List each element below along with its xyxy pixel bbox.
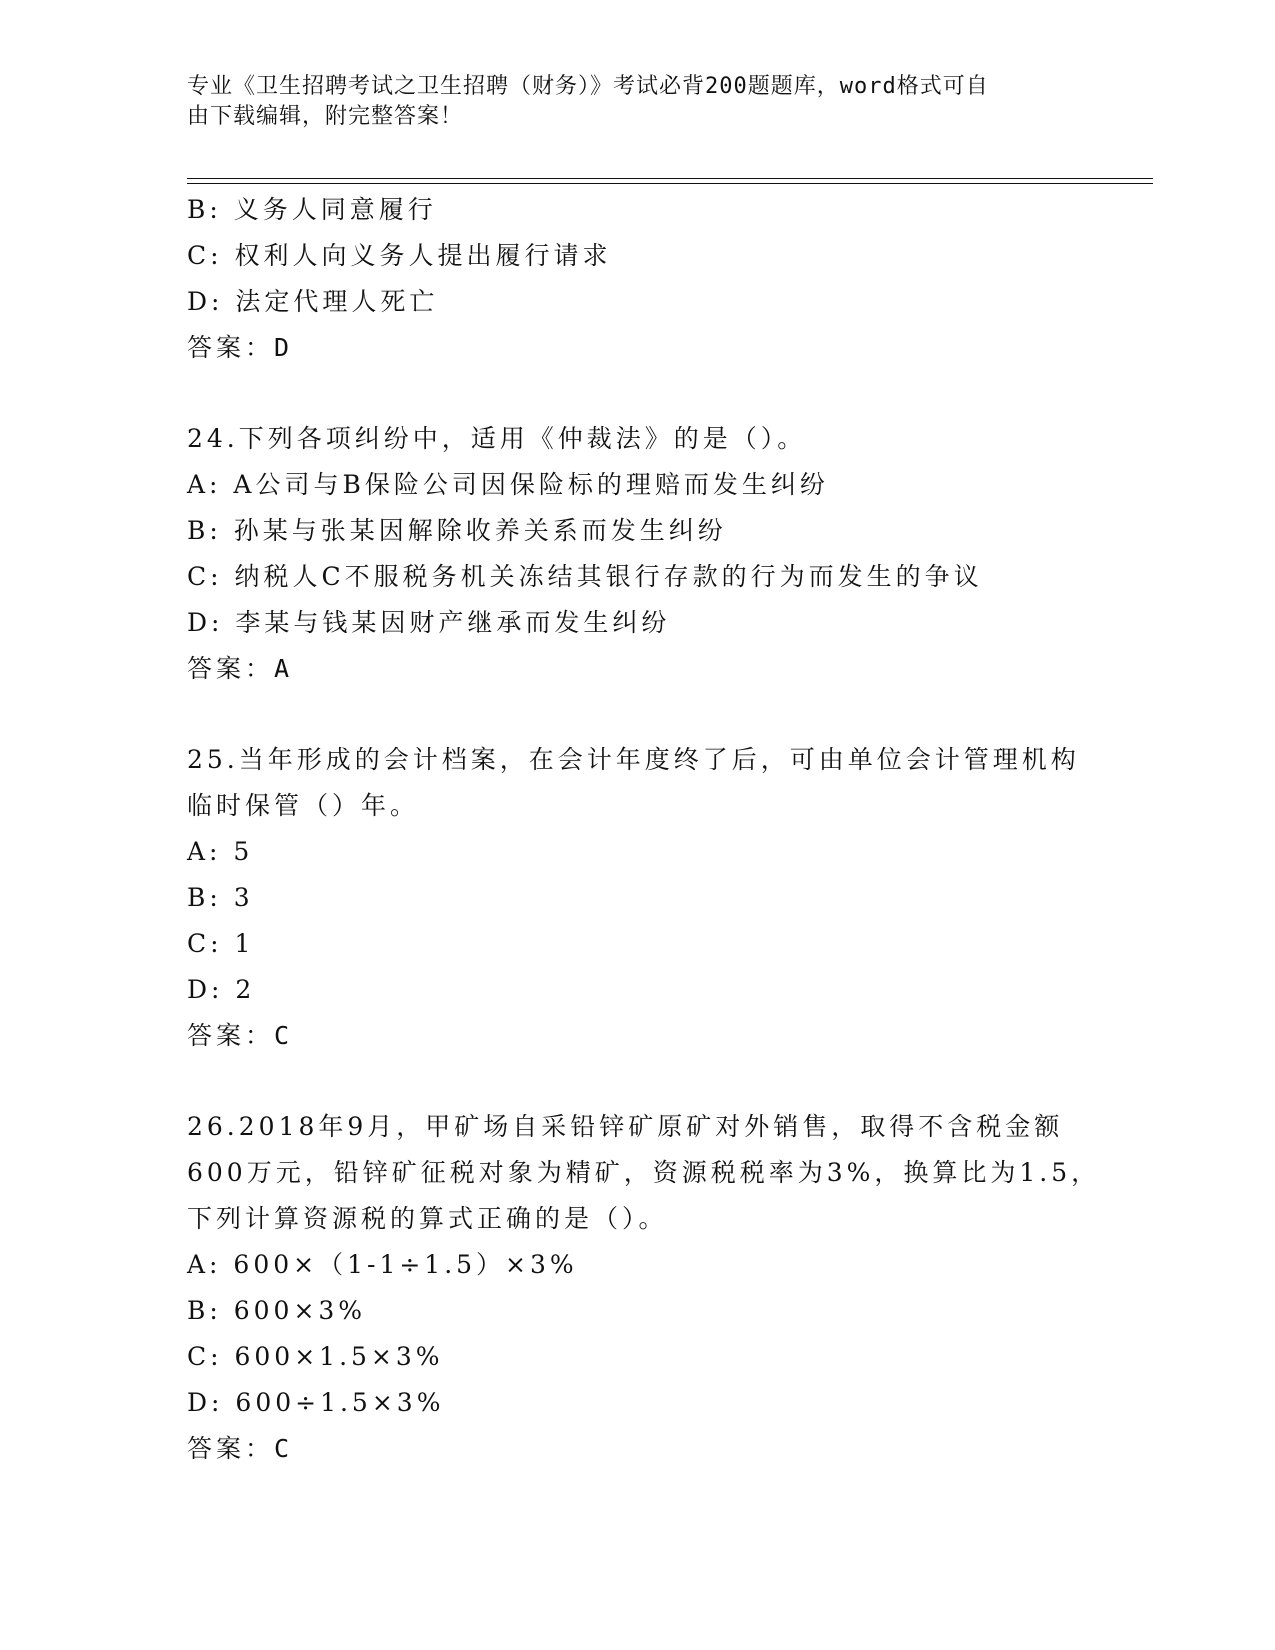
question-26 <box>187 1104 1101 1472</box>
option-a: A: A公司与B保险公司因保险标的理赔而发生纠纷 <box>187 470 829 499</box>
option-b: B: 义务人同意履行 <box>187 195 437 224</box>
option-c: C: 1 <box>187 929 255 958</box>
option-c: C: 纳税人C不服税务机关冻结其银行存款的行为而发生的争议 <box>187 562 983 591</box>
question-23-tail <box>187 187 1087 371</box>
option-d: D: 600÷1.5×3% <box>187 1388 445 1417</box>
option-a: A: 5 <box>187 837 254 866</box>
header-line-1: 专业《卫生招聘考试之卫生招聘（财务）》考试必背200题题库，word格式可自 <box>187 74 989 99</box>
option-b: B: 600×3% <box>187 1296 367 1325</box>
question-stem: 600万元，铅锌矿征税对象为精矿，资源税税率为3%，换算比为1.5， <box>187 1158 1101 1187</box>
answer-line: 答案：C <box>187 1434 294 1463</box>
option-d: D: 李某与钱某因财产继承而发生纠纷 <box>187 608 671 637</box>
question-stem: 临时保管（）年。 <box>187 791 420 820</box>
document-body <box>187 187 1101 1472</box>
header-divider-top <box>187 178 1153 179</box>
answer-line: 答案：A <box>187 654 294 683</box>
header-line-2: 由下载编辑，附完整答案！ <box>187 104 464 129</box>
question-stem: 25.当年形成的会计档案，在会计年度终了后，可由单位会计管理机构 <box>187 745 1080 774</box>
option-c: C: 权利人向义务人提出履行请求 <box>187 241 612 270</box>
option-b: B: 孙某与张某因解除收养关系而发生纠纷 <box>187 516 727 545</box>
question-stem: 26.2018年9月，甲矿场自采铅锌矿原矿对外销售，取得不含税金额 <box>187 1112 1064 1141</box>
question-stem: 下列计算资源税的算式正确的是（）。 <box>187 1204 668 1233</box>
answer-line: 答案：C <box>187 1021 294 1050</box>
option-a: A: 600×（1-1÷1.5）×3% <box>187 1250 578 1279</box>
option-b: B: 3 <box>187 883 254 912</box>
option-d: D: 2 <box>187 975 256 1004</box>
question-stem: 24.下列各项纠纷中，适用《仲裁法》的是（）。 <box>187 424 807 453</box>
question-24 <box>187 416 1087 692</box>
option-c: C: 600×1.5×3% <box>187 1342 444 1371</box>
document-header <box>187 72 1067 132</box>
question-25 <box>187 737 1087 1059</box>
header-divider-bottom <box>187 183 1153 184</box>
answer-line: 答案：D <box>187 333 294 362</box>
option-d: D: 法定代理人死亡 <box>187 287 439 316</box>
